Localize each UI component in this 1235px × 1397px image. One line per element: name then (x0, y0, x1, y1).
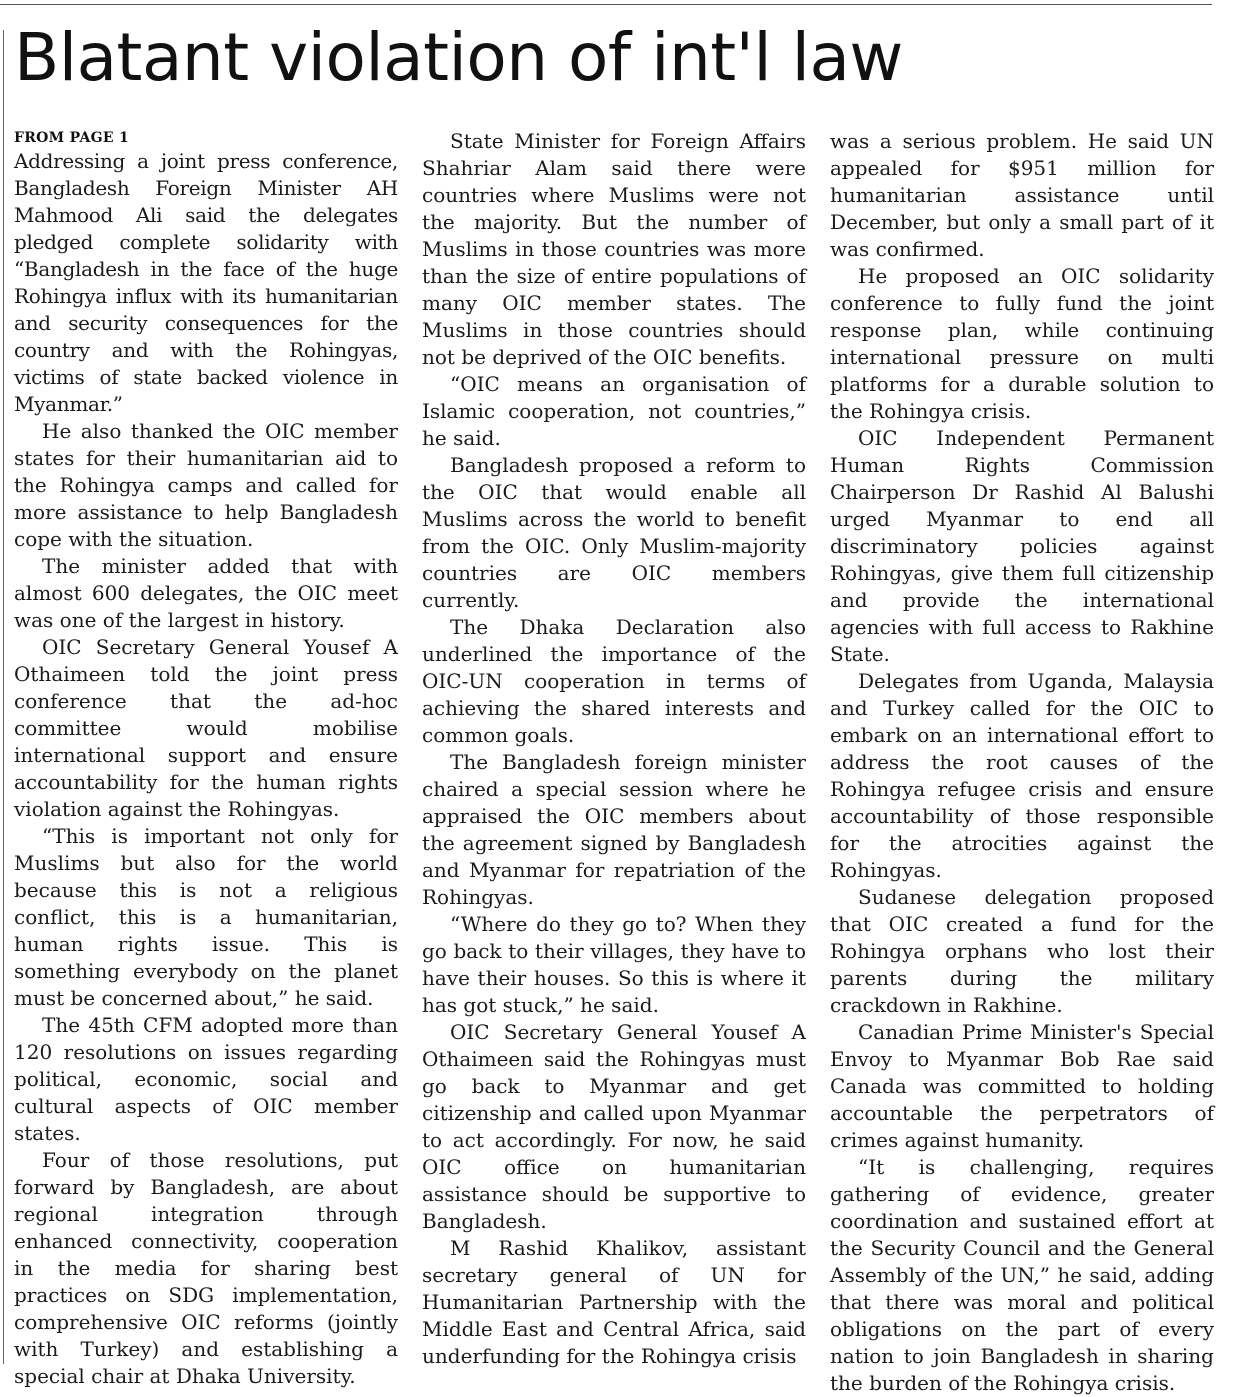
paragraph: “This is important not only for Muslims but also for the world because this is not a religious conflict, this is a humanitarian, human rights issue. This is something everybody on the planet must be concerned about,” he said. (14, 824, 398, 1010)
paragraph: Four of those resolutions, put forward by Bangladesh, are about regional integration through enhanced connectivity, cooperation in the media for sharing best practices on SDG implementation, comprehensive OIC reforms (jointly with Turkey) and establishing a special chair at Dhaka University. (14, 1148, 398, 1388)
left-column-rule (3, 30, 4, 1364)
paragraph: OIC Independent Permanent Human Rights Commission Chairperson Dr Rashid Al Balushi urged Myanmar to end all discriminatory policies against Rohingyas, give them full citizenship and provide the international agencies with full access to Rakhine State. (830, 426, 1214, 666)
top-rule (0, 4, 1212, 5)
paragraph: Canadian Prime Minister's Special Envoy to Myanmar Bob Rae said Canada was committed to holding accountable the perpetrators of crimes against humanity. (830, 1020, 1214, 1152)
article-column-2 (422, 128, 806, 1368)
article-column-3 (830, 128, 1214, 1395)
paragraph: The Bangladesh foreign minister chaired a special session where he appraised the OIC members about the agreement signed by Bangladesh and Myanmar for repatriation of the Rohingyas. (422, 750, 806, 909)
paragraph: “Where do they go to? When they go back to their villages, they have to have their houses. So this is where it has got stuck,” he said. (422, 912, 806, 1017)
paragraph: OIC Secretary General Yousef A Othaimeen said the Rohingyas must go back to Myanmar and get citizenship and called upon Myanmar to act accordingly. For now, he said OIC office on humanitarian assistance should be supportive to Bangladesh. (422, 1020, 806, 1233)
paragraph: Sudanese delegation proposed that OIC created a fund for the Rohingya orphans who lost their parents during the military crackdown in Rakhine. (830, 885, 1214, 1017)
kicker: FROM PAGE 1 (14, 130, 130, 146)
paragraph: Addressing a joint press conference, Bangladesh Foreign Minister AH Mahmood Ali said the delegates pledged complete solidarity with “Bangladesh in the face of the huge Rohingya influx with its humanitarian and security consequences for the country and with the Rohingyas, victims of state backed violence in Myanmar.” (14, 149, 398, 416)
paragraph: State Minister for Foreign Affairs Shahriar Alam said there were countries where Muslims were not the majority. But the number of Muslims in those countries was more than the size of entire populations of many OIC member states. The Muslims in those countries should not be deprived of the OIC benefits. (422, 129, 806, 369)
paragraph: “It is challenging, requires gathering of evidence, greater coordination and sustained effort at the Security Council and the General Assembly of the UN,” he said, adding that there was moral and political obligations on the part of every nation to join Bangladesh in sharing the burden of the Rohingya crisis. (830, 1155, 1214, 1395)
paragraph: M Rashid Khalikov, assistant secretary general of UN for Humanitarian Partnership with the Middle East and Central Africa, said underfunding for the Rohingya crisis (422, 1236, 806, 1368)
paragraph: Bangladesh proposed a reform to the OIC that would enable all Muslims across the world to benefit from the OIC. Only Muslim-majority countries are OIC members currently. (422, 453, 806, 612)
headline: Blatant violation of int'l law (14, 19, 903, 96)
paragraph: The Dhaka Declaration also underlined the importance of the OIC-UN cooperation in terms of achieving the shared interests and common goals. (422, 615, 806, 747)
paragraph: Delegates from Uganda, Malaysia and Turkey called for the OIC to embark on an international effort to address the root causes of the Rohingya refugee crisis and ensure accountability of those responsible for the atrocities against the Rohingyas. (830, 669, 1214, 882)
paragraph: “OIC means an organisation of Islamic cooperation, not countries,” he said. (422, 372, 806, 450)
paragraph: He proposed an OIC solidarity conference to fully fund the joint response plan, while continuing international pressure on multi platforms for a durable solution to the Rohingya crisis. (830, 264, 1214, 423)
paragraph: The 45th CFM adopted more than 120 resolutions on issues regarding political, economic, social and cultural aspects of OIC member states. (14, 1013, 398, 1145)
paragraph: The minister added that with almost 600 delegates, the OIC meet was one of the largest in history. (14, 554, 398, 632)
paragraph: He also thanked the OIC member states for their humanitarian aid to the Rohingya camps and called for more assistance to help Bangladesh cope with the situation. (14, 419, 398, 551)
article-column-1 (14, 128, 398, 1388)
paragraph: OIC Secretary General Yousef A Othaimeen told the joint press conference that the ad-hoc committee would mobilise international support and ensure accountability for the human rights violation against the Rohingyas. (14, 635, 398, 821)
paragraph: was a serious problem. He said UN appealed for $951 million for humanitarian assistance until December, but only a small part of it was confirmed. (830, 129, 1214, 261)
